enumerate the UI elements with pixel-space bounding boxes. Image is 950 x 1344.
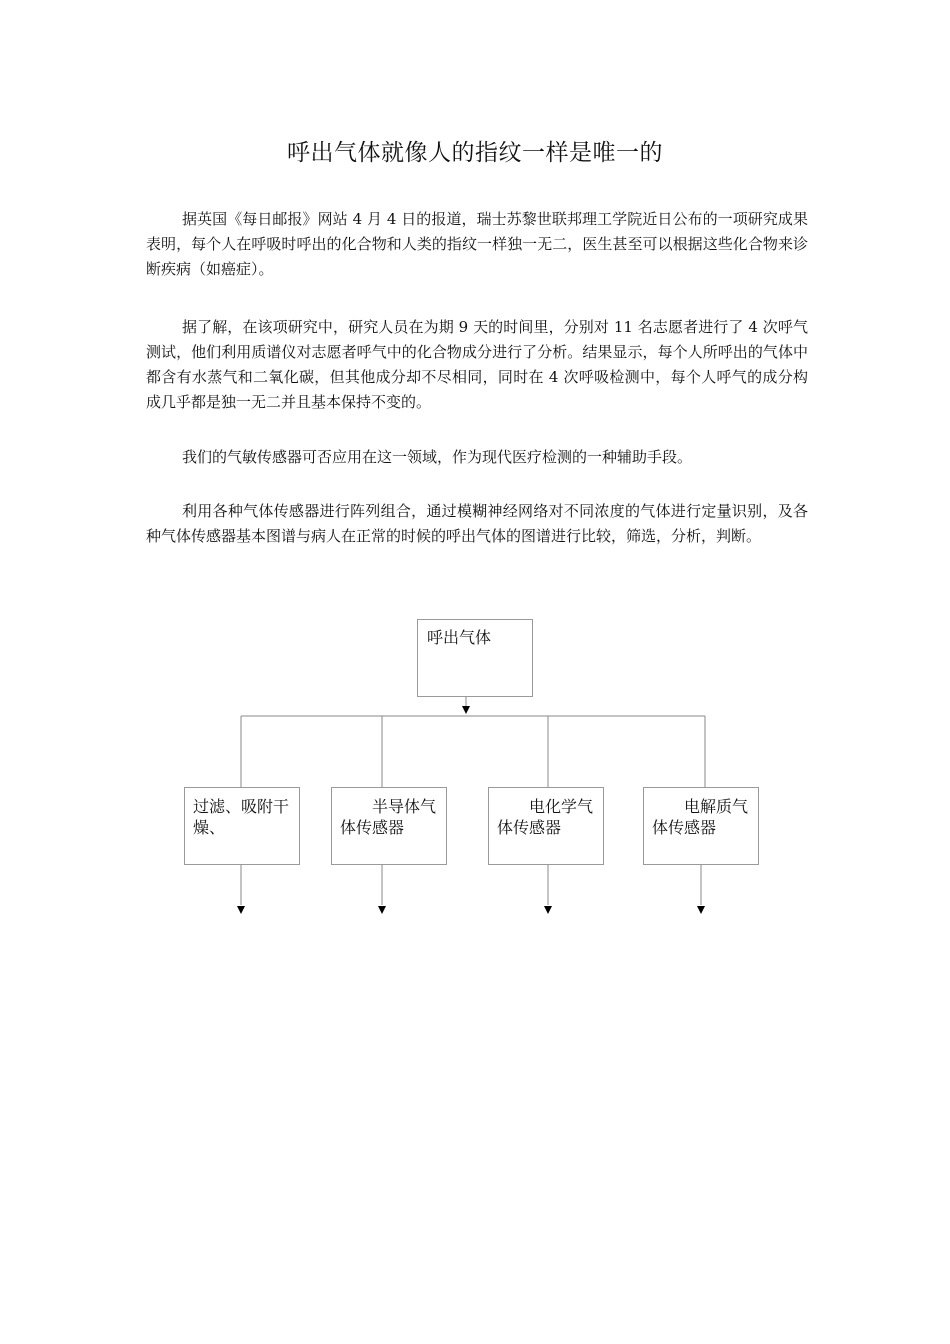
paragraph-4: 利用各种气体传感器进行阵列组合，通过模糊神经网络对不同浓度的气体进行定量识别，及各种气体传感器基本图谱与病人在正常的时候的呼出气体的图谱进行比较，筛选，分析，判断。 [146,502,808,545]
arrowhead-root [462,706,470,714]
exhaled-gas-box: 呼出气体 [417,619,533,697]
paragraph-3: 我们的气敏传感器可否应用在这一领域，作为现代医疗检测的一种辅助手段。 [182,448,693,466]
arrowhead-out-3 [544,906,552,914]
electrochemical-sensor-box: 电化学气体传感器 [488,787,604,865]
filter-dry-box: 过滤、吸附干燥、 [184,787,300,865]
electrolyte-sensor-box: 电解质气体传感器 [643,787,759,865]
arrowhead-out-4 [697,906,705,914]
paragraph-1: 据英国《每日邮报》网站 4 月 4 日的报道，瑞士苏黎世联邦理工学院近日公布的一项研究成果表明，每个人在呼吸时呼出的化合物和人类的指纹一样独一无二，医生甚至可以根据这些化合物来诊断疾病（如癌症）。 [146,210,808,278]
paragraph-2: 据了解，在该项研究中，研究人员在为期 9 天的时间里，分别对 11 名志愿者进行了 4 次呼气测试，他们利用质谱仪对志愿者呼气中的化合物成分进行了分析。结果显示，每个人所呼出的气体中都含有水蒸气和二氧化碳，但其他成分却不尽相同，同时在 4 次呼吸检测中，每个人呼气的成分构成几乎都是独一无二并且基本保持不变的。 [146,318,808,411]
arrowhead-out-1 [237,906,245,914]
page-title: 呼出气体就像人的指纹一样是唯一的 [287,140,663,166]
arrowhead-out-2 [378,906,386,914]
semiconductor-sensor-box: 半导体气体传感器 [331,787,447,865]
